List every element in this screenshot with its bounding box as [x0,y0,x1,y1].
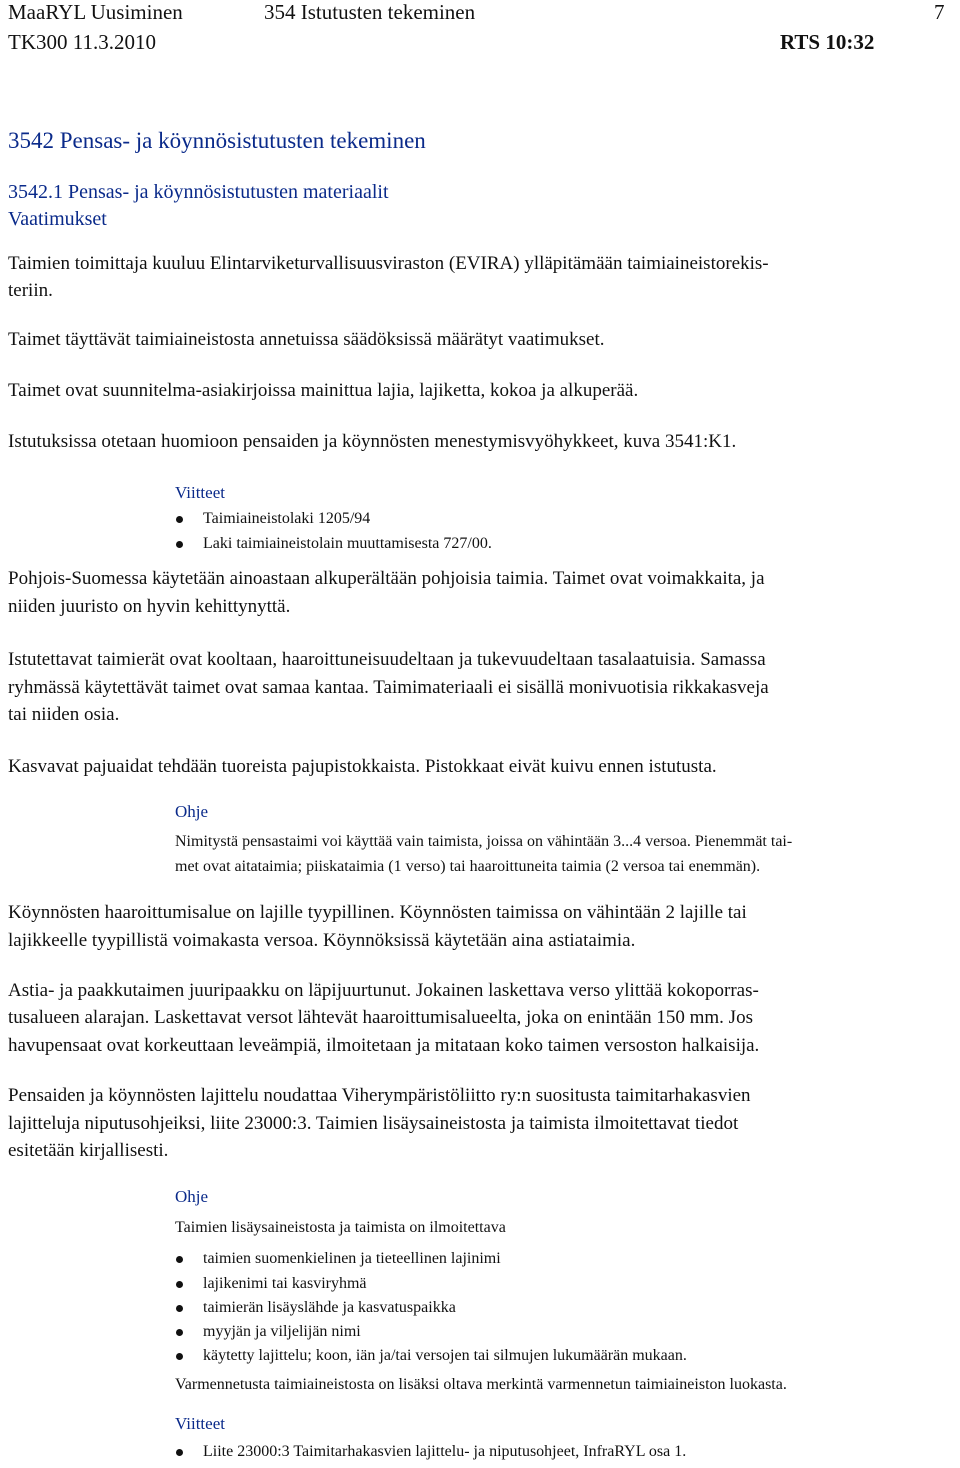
guide-list-item: taimierän lisäyslähde ja kasvatuspaikka [203,1299,456,1316]
reference-item: Taimiaineistolaki 1205/94 [203,510,371,527]
paragraph-line: Pohjois-Suomessa käytetään ainoastaan alkuperältään pohjoisia taimia. Taimet ovat voimakkaita, ja [8,568,765,589]
guide-list-item: myyjän ja viljelijän nimi [203,1323,361,1340]
header-org: MaaRYL Uusiminen [8,0,183,24]
references-heading: Viitteet [175,483,225,502]
bullet-icon [176,1305,183,1312]
guide-intro: Taimien lisäysaineistosta ja taimista on ilmoitettava [175,1219,506,1236]
guide-heading: Ohje [175,1187,209,1206]
paragraph-line: lajitteluja niputusohjeiksi, liite 23000:3. Taimien lisäysaineistosta ja taimista ilmoitettavat tiedot [8,1113,739,1134]
reference-item: Liite 23000:3 Taimitarhakasvien lajittelu- ja niputusohjeet, InfraRYL osa 1. [203,1443,687,1460]
paragraph-line: Köynnösten haaroittumisalue on lajille tyypillinen. Köynnösten taimissa on vähintään 2 lajille tai [8,902,747,923]
bullet-icon [176,541,183,548]
paragraph-line: Kasvavat pajuaidat tehdään tuoreista pajupistokkaista. Pistokkaat eivät kuivu ennen istutusta. [8,756,717,777]
guide-heading: Ohje [175,802,209,821]
paragraph-line: tai niiden osia. [8,704,120,725]
reference-item: Laki taimiaineistolain muuttamisesta 727/00. [203,535,492,552]
header-code: TK300 11.3.2010 [8,30,156,54]
paragraph-line: Pensaiden ja köynnösten lajittelu noudattaa Viherympäristöliitto ry:n suositusta taimitarhakasvien [8,1085,751,1106]
bullet-icon [176,1281,183,1288]
requirements-heading: Vaatimukset [8,208,107,230]
guide-list-item: taimien suomenkielinen ja tieteellinen lajinimi [203,1250,501,1267]
guide-text: met ovat aitataimia; piiskataimia (1 verso) tai haaroittuneita taimia (2 versoa tai enemmän). [175,858,761,875]
page-title: 3542 Pensas- ja köynnösistutusten tekeminen [8,128,426,153]
bullet-icon [176,516,183,523]
paragraph-line: Taimet täyttävät taimiaineistosta annetuissa säädöksissä määrätyt vaatimukset. [8,329,605,350]
header-page-number: 7 [934,0,945,24]
paragraph-line: esitetään kirjallisesti. [8,1140,169,1161]
header-rts: RTS 10:32 [780,30,875,54]
paragraph-line: Taimet ovat suunnitelma-asiakirjoissa mainittua lajia, lajiketta, kokoa ja alkuperää. [8,380,639,401]
bullet-icon [176,1353,183,1360]
paragraph-line: ryhmässä käytettävät taimet ovat samaa kantaa. Taimimateriaali ei sisällä monivuotisia rikkakasveja [8,677,769,698]
guide-outro: Varmennetusta taimiaineistosta on lisäksi oltava merkintä varmennetun taimiaineiston luokasta. [175,1376,787,1393]
paragraph-line: Astia- ja paakkutaimen juuripaakku on läpijuurtunut. Jokainen laskettava verso ylittää kokoporras- [8,980,759,1001]
paragraph-line: tusalueen alarajan. Laskettavat versot lähtevät haaroittumisalueelta, joka on enintään 150 mm. Jos [8,1007,753,1028]
section-subtitle: 3542.1 Pensas- ja köynnösistutusten materiaalit [8,181,389,203]
paragraph-line: teriin. [8,280,53,301]
guide-list-item: käytetty lajittelu; koon, iän ja/tai versojen tai silmujen lukumäärän mukaan. [203,1347,687,1364]
bullet-icon [176,1449,183,1456]
guide-list-item: lajikenimi tai kasviryhmä [203,1275,367,1292]
guide-text: Nimitystä pensastaimi voi käyttää vain taimista, joissa on vähintään 3...4 versoa. Pienemmät tai- [175,833,793,850]
paragraph-line: niiden juuristo on hyvin kehittynyttä. [8,596,291,617]
bullet-icon [176,1256,183,1263]
paragraph-line: Istutettavat taimierät ovat kooltaan, haaroittuneisuudeltaan ja tukevuudeltaan tasalaatuisia. Samassa [8,649,766,670]
header-section: 354 Istutusten tekeminen [264,0,476,24]
references-heading: Viitteet [175,1414,225,1433]
paragraph-line: Istutuksissa otetaan huomioon pensaiden ja köynnösten menestymisvyöhykkeet, kuva 3541:K1. [8,431,737,452]
paragraph-line: havupensaat ovat korkeuttaan leveämpiä, ilmoitetaan ja mitataan koko taimen versoston halkaisija. [8,1035,760,1056]
bullet-icon [176,1329,183,1336]
paragraph-line: Taimien toimittaja kuuluu Elintarviketurvallisuusviraston (EVIRA) ylläpitämään taimiaineistorekis- [8,253,769,274]
paragraph-line: lajikkeelle tyypillistä voimakasta versoa. Köynnöksissä käytetään aina astiataimia. [8,930,636,951]
